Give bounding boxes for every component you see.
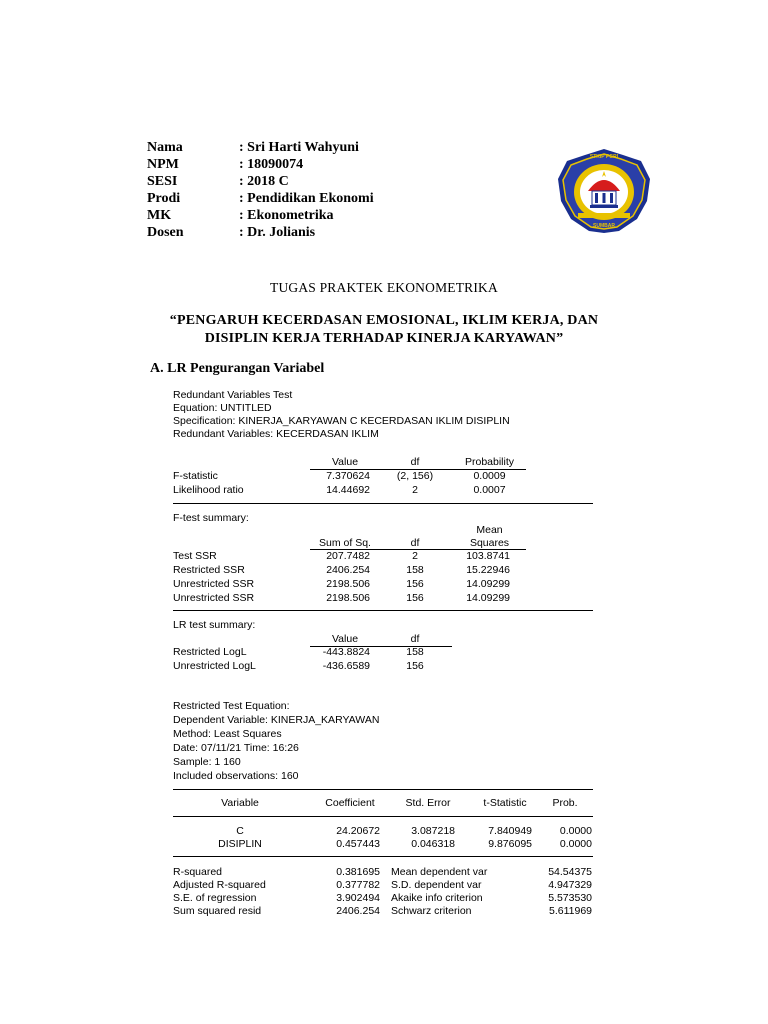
row-label: Test SSR [173, 550, 217, 562]
column-header: Value [331, 633, 359, 645]
table-cell: DISIPLIN [218, 838, 262, 850]
identity-label: SESI [147, 174, 178, 189]
table-cell: (2, 156) [396, 470, 434, 482]
table-cell: 0.0009 [473, 470, 506, 482]
table-cell: 2 [412, 550, 418, 562]
table-cell: 0.0000 [559, 825, 592, 837]
university-logo-icon [555, 147, 653, 235]
table-cell: 207.7482 [326, 550, 370, 562]
table-cell: 2 [412, 484, 418, 496]
table-cell: 0.046318 [411, 838, 455, 850]
output-line: Redundant Variables Test [173, 389, 293, 401]
output-line: Redundant Variables: KECERDASAN IKLIM [173, 428, 379, 440]
output-line: Method: Least Squares [173, 728, 282, 740]
table-cell: 24.20672 [336, 825, 380, 837]
output-line: Dependent Variable: KINERJA_KARYAWAN [173, 714, 380, 726]
logo-text: STKIP PGRI [589, 154, 619, 160]
output-line: Specification: KINERJA_KARYAWAN C KECERDASAN IKLIM DISIPLIN [173, 415, 510, 427]
stat-label: Akaike info criterion [391, 892, 483, 904]
table-cell: 15.22946 [466, 564, 510, 576]
table-cell: 103.8741 [466, 550, 510, 562]
table-cell: 158 [406, 646, 424, 658]
row-label: Restricted LogL [173, 646, 247, 658]
row-label: Unrestricted LogL [173, 660, 256, 672]
stat-value: 5.573530 [548, 892, 592, 904]
identity-label: Nama [147, 140, 183, 155]
identity-label: Dosen [147, 225, 184, 240]
table-cell: 9.876095 [488, 838, 532, 850]
table-rule [173, 789, 593, 790]
table-cell: 0.457443 [336, 838, 380, 850]
stat-label: Mean dependent var [391, 866, 488, 878]
column-header: Sum of Sq. [319, 537, 371, 549]
table-cell: 7.370624 [326, 470, 370, 482]
stat-label: Sum squared resid [173, 905, 262, 917]
stat-label: S.D. dependent var [391, 879, 482, 891]
research-title-line2: DISIPLIN KERJA TERHADAP KINERJA KARYAWAN” [204, 331, 564, 346]
research-title-line1: “PENGARUH KECERDASAN EMOSIONAL, IKLIM KERJA, DAN [169, 313, 599, 328]
table-cell: 156 [406, 592, 424, 604]
output-line: Included observations: 160 [173, 770, 299, 782]
identity-label: NPM [147, 157, 179, 172]
stat-value: 0.377782 [336, 879, 380, 891]
stat-label: Schwarz criterion [391, 905, 472, 917]
table-cell: 14.44692 [326, 484, 370, 496]
stat-label: R-squared [173, 866, 223, 878]
section-caption: LR test summary: [173, 619, 256, 631]
stat-value: 54.54375 [548, 866, 592, 878]
table-rule [173, 816, 593, 817]
table-cell: 2406.254 [326, 564, 370, 576]
table-cell: 0.0007 [473, 484, 506, 496]
identity-value: : Pendidikan Ekonomi [239, 191, 374, 206]
table-cell: 156 [406, 660, 424, 672]
row-label: Unrestricted SSR [173, 578, 255, 590]
table-cell: 3.087218 [411, 825, 455, 837]
column-header: Coefficient [325, 797, 375, 809]
section-caption: F-test summary: [173, 512, 249, 524]
table-cell: C [236, 825, 244, 837]
row-label: Restricted SSR [173, 564, 245, 576]
stat-value: 0.381695 [336, 866, 380, 878]
output-line: Sample: 1 160 [173, 756, 241, 768]
column-header: Variable [221, 797, 259, 809]
identity-label: MK [147, 208, 172, 223]
table-cell: 14.09299 [466, 578, 510, 590]
column-header: df [410, 537, 420, 549]
identity-value: : 18090074 [239, 157, 304, 172]
logo-text: SUMBAR [593, 223, 615, 229]
stat-value: 5.611969 [548, 905, 592, 917]
column-header: df [410, 456, 420, 468]
output-line: Restricted Test Equation: [173, 700, 290, 712]
stat-value: 3.902494 [336, 892, 380, 904]
column-header: Mean [476, 524, 503, 536]
column-header: Std. Error [405, 797, 451, 809]
table-rule [173, 856, 593, 857]
section-rule [173, 503, 593, 504]
column-header: t-Statistic [483, 797, 527, 809]
identity-label: Prodi [147, 191, 181, 206]
column-header: Squares [469, 537, 510, 549]
table-cell: 156 [406, 578, 424, 590]
row-label: F-statistic [173, 470, 218, 482]
stat-value: 2406.254 [336, 905, 380, 917]
table-cell: 7.840949 [488, 825, 532, 837]
identity-value: : 2018 C [239, 174, 289, 189]
column-header: df [410, 633, 420, 645]
table-cell: 2198.506 [326, 592, 370, 604]
output-line: Equation: UNTITLED [173, 402, 272, 414]
section-rule [173, 610, 593, 611]
row-label: Likelihood ratio [173, 484, 244, 496]
table-cell: 14.09299 [466, 592, 510, 604]
column-header: Prob. [552, 797, 578, 809]
stat-value: 4.947329 [548, 879, 592, 891]
column-header: Value [331, 456, 359, 468]
page-title: TUGAS PRAKTEK EKONOMETRIKA [270, 280, 498, 295]
table-cell: 0.0000 [559, 838, 592, 850]
stat-label: Adjusted R-squared [173, 879, 266, 891]
identity-value: : Sri Harti Wahyuni [239, 140, 359, 155]
table-cell: 2198.506 [326, 578, 370, 590]
column-header: Probability [464, 456, 515, 468]
row-label: Unrestricted SSR [173, 592, 255, 604]
table-cell: -436.6589 [322, 660, 370, 672]
table-cell: -443.8824 [322, 646, 370, 658]
identity-value: : Dr. Jolianis [239, 225, 316, 240]
section-heading: A. LR Pengurangan Variabel [150, 361, 325, 376]
output-line: Date: 07/11/21 Time: 16:26 [173, 742, 299, 754]
table-cell: 158 [406, 564, 424, 576]
stat-label: S.E. of regression [173, 892, 257, 904]
identity-value: : Ekonometrika [239, 208, 334, 223]
